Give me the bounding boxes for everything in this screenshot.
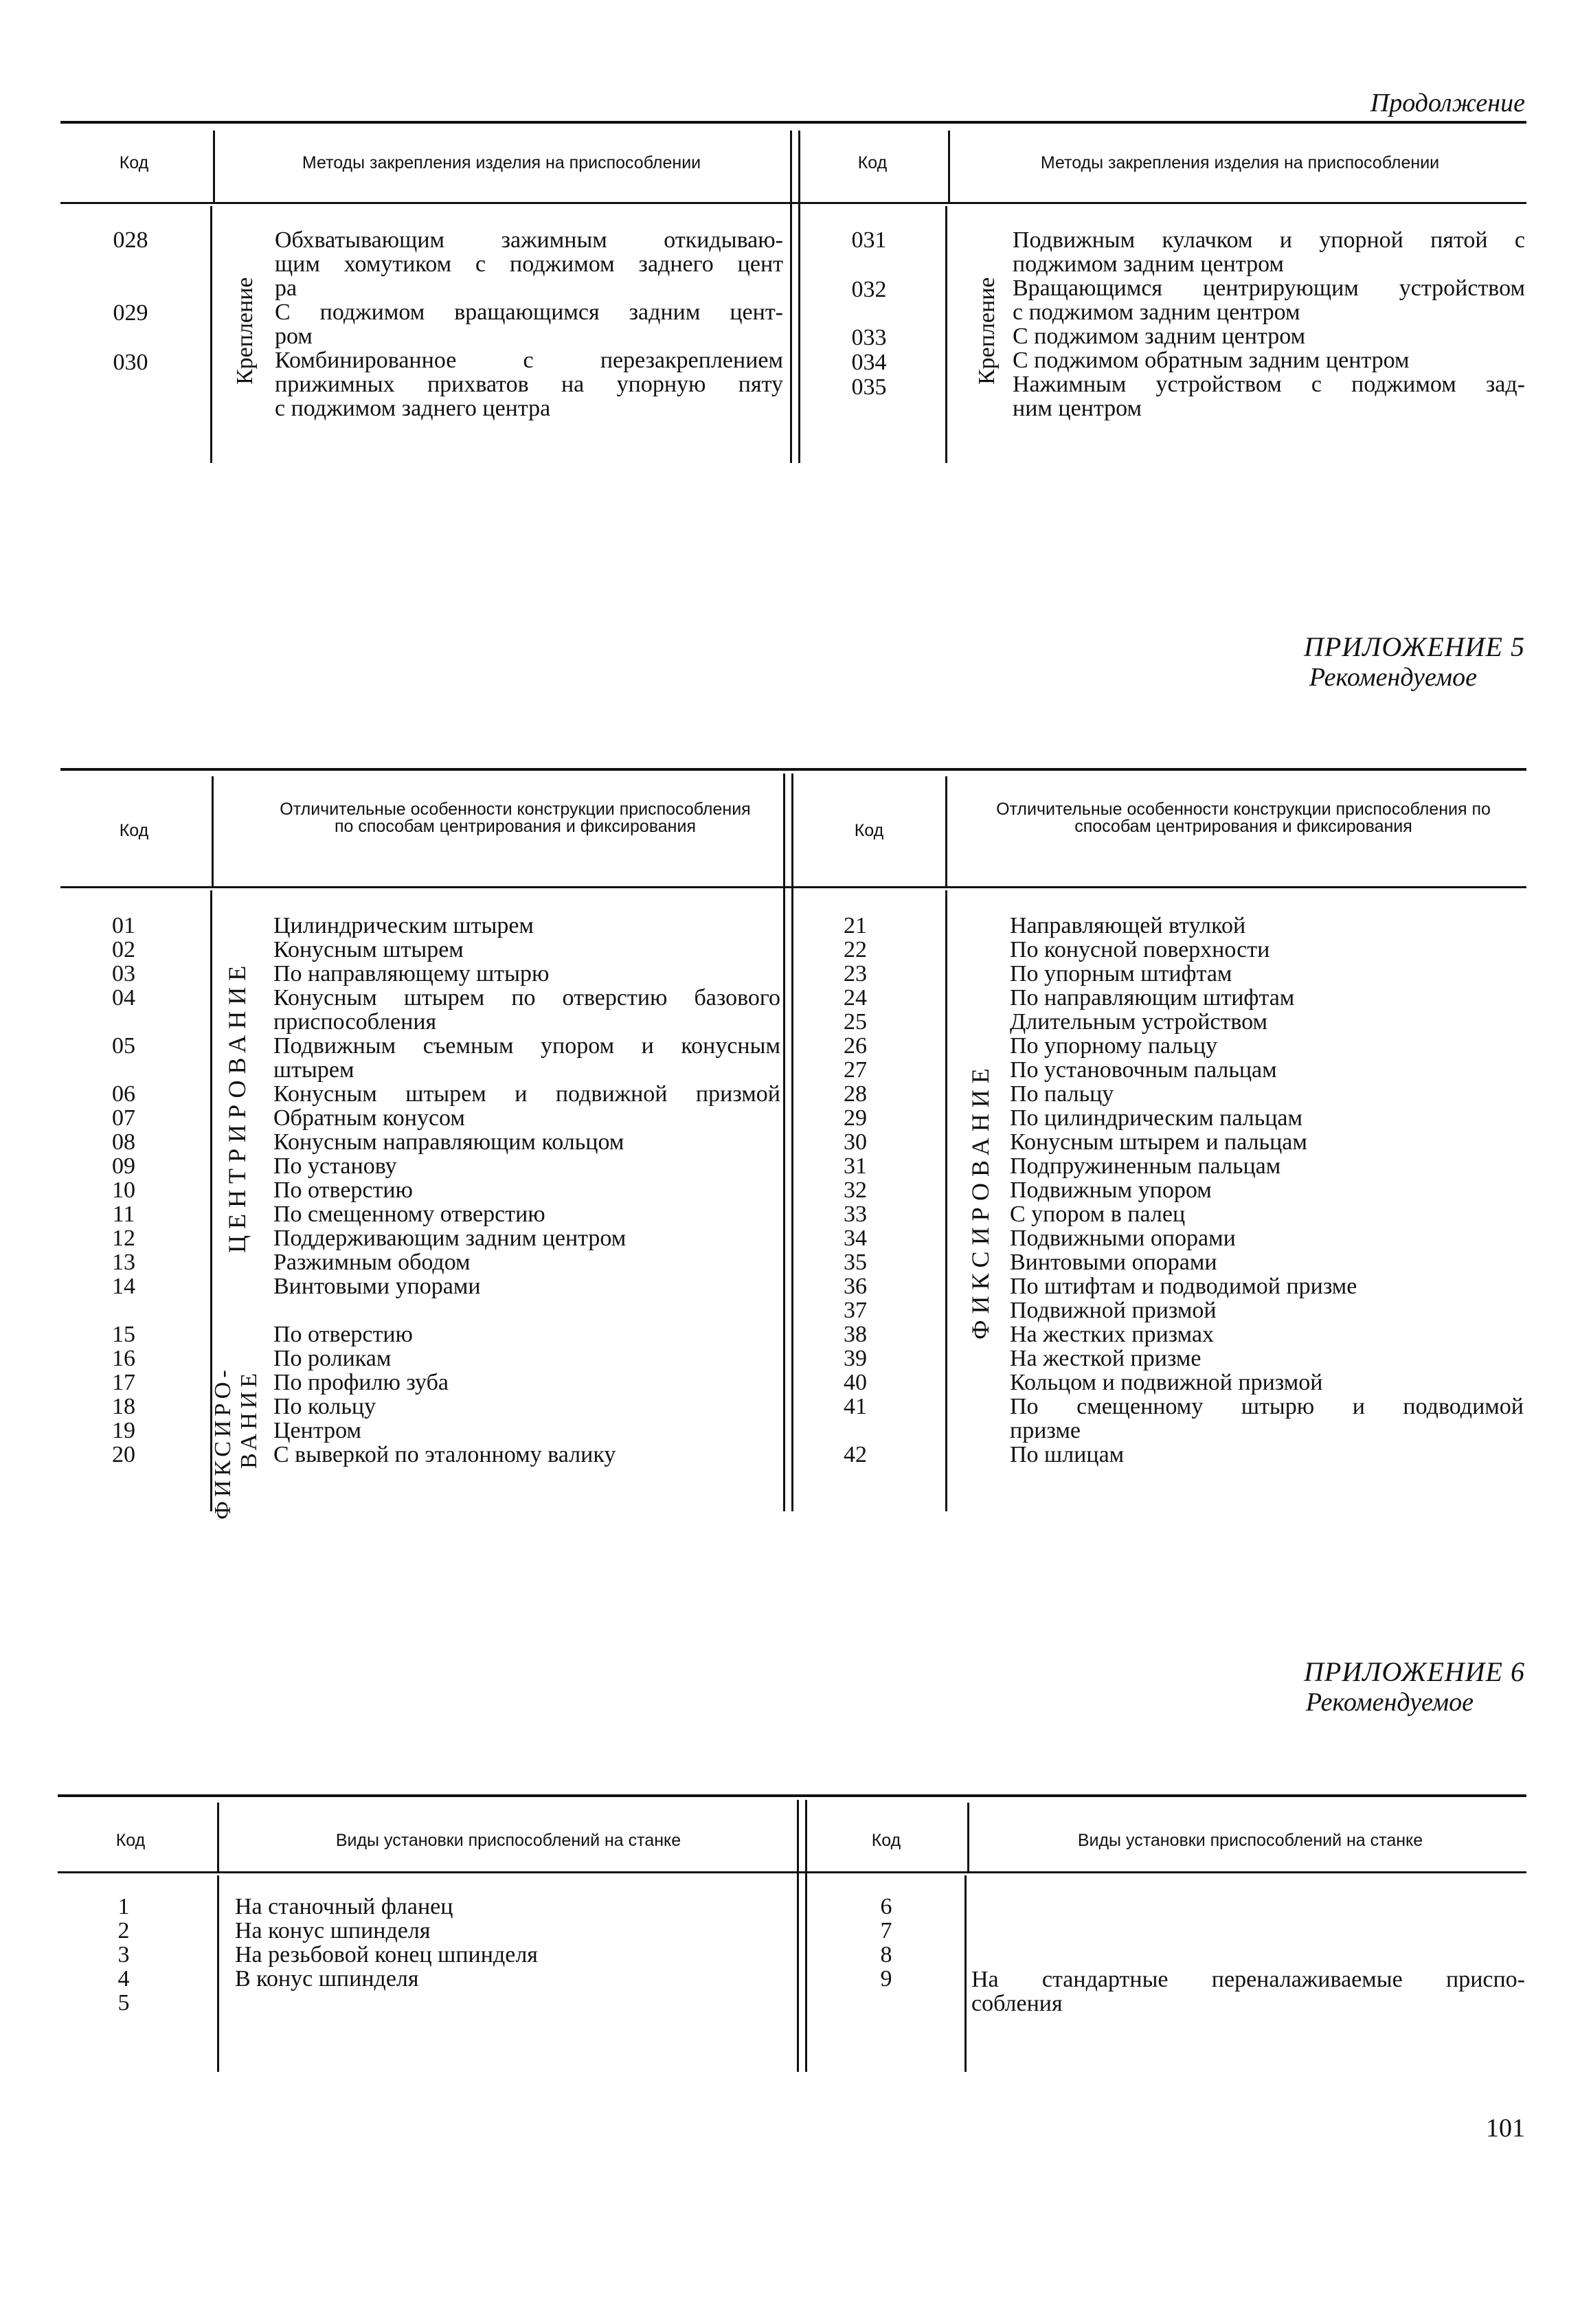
code-cell: 9	[880, 1966, 892, 1992]
code-cell: 2	[117, 1918, 130, 1943]
feature-line: Центром	[273, 1418, 361, 1443]
feature-line: Конусным штырем и пальцам	[1010, 1129, 1307, 1155]
col-header-code: Код	[115, 1831, 146, 1850]
type-line: В конус шпинделя	[235, 1966, 419, 1992]
method-line: поджимом задним центром	[1013, 251, 1284, 277]
method-line: Подвижным кулачком и упорной пятой с	[1013, 227, 1525, 253]
code-cell: 04	[112, 985, 135, 1011]
code-cell: 7	[880, 1918, 892, 1943]
code-cell: 35	[844, 1250, 867, 1275]
code-cell: 20	[112, 1442, 135, 1467]
feature-line: По цилиндрическим пальцам	[1010, 1105, 1303, 1131]
feature-line: По пальцу	[1010, 1081, 1114, 1107]
code-cell: 34	[844, 1226, 867, 1251]
code-cell: 42	[844, 1442, 867, 1467]
code-cell: 029	[113, 300, 148, 326]
page-number: 101	[1486, 2114, 1525, 2143]
code-cell: 030	[113, 350, 148, 375]
col-header-code: Код	[854, 821, 884, 840]
method-line: Обхватывающим зажимным откидываю-	[275, 227, 783, 253]
code-cell: 12	[112, 1226, 135, 1251]
feature-line: По отверстию	[273, 1177, 413, 1203]
code-cell: 28	[844, 1081, 867, 1107]
feature-line: штырем	[273, 1057, 354, 1083]
type-line: На стандартные переналаживаемые приспо-	[971, 1967, 1525, 1992]
group-label-fixing: ФИКСИРОВАНИЕ	[967, 1062, 994, 1340]
code-cell: 22	[844, 937, 867, 962]
col-header-features: Отличительные особенности конструкции приспособления по способам центрирования и фиксирования	[280, 800, 751, 836]
feature-line: По штифтам и подводимой призме	[1010, 1274, 1357, 1299]
code-cell: 08	[112, 1129, 135, 1155]
code-cell: 033	[851, 325, 887, 350]
code-cell: 1	[117, 1894, 130, 1919]
col-header-code: Код	[119, 153, 149, 172]
code-cell: 27	[844, 1057, 867, 1083]
feature-line: Подвижной призмой	[1010, 1298, 1217, 1323]
code-cell: 13	[112, 1250, 135, 1275]
feature-line: приспособления	[273, 1009, 437, 1035]
code-cell: 26	[844, 1033, 867, 1059]
code-cell: 3	[117, 1942, 130, 1967]
code-cell: 05	[112, 1033, 135, 1059]
method-line: ра	[275, 275, 297, 301]
group-label-fastening: Крепление	[974, 277, 1000, 385]
col-header-types: Виды установки приспособлений на станке	[1077, 1831, 1423, 1850]
feature-line: По конусной поверхности	[1010, 937, 1270, 962]
method-line: щим хомутиком с поджимом заднего цент	[275, 251, 783, 277]
method-line: ром	[275, 324, 313, 349]
feature-line: С выверкой по эталонному валику	[273, 1442, 616, 1467]
col-header-code: Код	[857, 153, 888, 172]
feature-line: Цилиндрическим штырем	[273, 913, 534, 938]
feature-line: Направляющей втулкой	[1010, 913, 1246, 938]
col-header-method: Методы закрепления изделия на приспособлении	[1040, 153, 1440, 172]
feature-list	[1010, 914, 1524, 1467]
appendix-6-title: ПРИЛОЖЕНИЕ 6	[1304, 1656, 1525, 1687]
code-cell: 38	[844, 1322, 867, 1347]
feature-line: Конусным штырем по отверстию базового	[273, 985, 780, 1011]
code-column	[845, 1895, 927, 1991]
feature-line: Подпружиненным пальцам	[1010, 1153, 1281, 1179]
type-line: собления	[971, 1991, 1063, 2016]
feature-line: С упором в палец	[1010, 1202, 1186, 1227]
feature-line: По установочным пальцам	[1010, 1057, 1277, 1083]
method-line: С поджимом вращающимся задним цент-	[275, 300, 783, 325]
code-cell: 4	[117, 1966, 130, 1992]
code-cell: 33	[844, 1202, 867, 1227]
feature-line: Винтовыми опорами	[1010, 1250, 1217, 1275]
code-cell: 6	[880, 1894, 892, 1919]
code-cell: 40	[844, 1370, 867, 1395]
group-label-fixing: ФИКСИРО-	[210, 1366, 236, 1520]
feature-line: Винтовыми упорами	[273, 1274, 481, 1299]
code-cell	[82, 1298, 165, 1322]
feature-line: Поддерживающим задним центром	[273, 1226, 627, 1251]
appendix-6-subtitle: Рекомендуемое	[1305, 1688, 1474, 1717]
code-column	[811, 914, 900, 1467]
code-cell: 23	[844, 961, 867, 986]
code-cell: 03	[112, 961, 135, 986]
method-line: Комбинированное с перезакреплением	[275, 348, 783, 373]
feature-line: Кольцом и подвижной призмой	[1010, 1370, 1323, 1395]
feature-line: призме	[1010, 1418, 1081, 1443]
feature-line: Обратным конусом	[273, 1105, 465, 1131]
code-cell: 36	[844, 1274, 867, 1299]
code-cell: 034	[851, 350, 887, 375]
feature-line: По кольцу	[273, 1394, 376, 1419]
code-cell: 17	[112, 1370, 135, 1395]
method-line: с поджимом задним центром	[1013, 300, 1300, 325]
col-header-types: Виды установки приспособлений на станке	[335, 1831, 681, 1850]
type-list	[971, 1967, 1525, 2016]
feature-line: Подвижным упором	[1010, 1177, 1212, 1203]
feature-line: На жесткой призме	[1010, 1346, 1201, 1371]
code-cell: 18	[112, 1394, 135, 1419]
group-label-fastening: Крепление	[232, 277, 258, 385]
feature-line: По установу	[273, 1153, 397, 1179]
feature-line: Разжимным ободом	[273, 1250, 471, 1275]
code-cell: 32	[844, 1177, 867, 1203]
method-line: Вращающимся центрирующим устройством	[1013, 275, 1525, 301]
code-column	[82, 914, 165, 1467]
code-cell: 15	[112, 1322, 135, 1347]
type-list	[235, 1895, 785, 1991]
code-cell: 21	[844, 913, 867, 938]
method-line: С поджимом задним центром	[1013, 324, 1306, 349]
feature-line: Конусным направляющим кольцом	[273, 1129, 624, 1155]
group-label-fixing: ВАНИЕ	[236, 1369, 262, 1469]
feature-line: Конусным штырем	[273, 937, 464, 962]
method-line: Нажимным устройством с поджимом зад-	[1013, 372, 1525, 397]
feature-line: По направляющему штырю	[273, 961, 550, 986]
appendix-5-subtitle: Рекомендуемое	[1309, 663, 1477, 692]
method-line: прижимных прихватов на упорную пяту	[275, 372, 783, 397]
code-cell: 41	[844, 1394, 867, 1419]
code-cell: 11	[112, 1202, 135, 1227]
method-list	[1013, 228, 1525, 420]
feature-line: Подвижными опорами	[1010, 1226, 1236, 1251]
feature-line: По направляющим штифтам	[1010, 985, 1295, 1011]
feature-line: На жестких призмах	[1010, 1322, 1215, 1347]
feature-line: По упорным штифтам	[1010, 961, 1232, 986]
code-cell: 032	[851, 277, 887, 302]
code-column	[82, 1895, 165, 2015]
feature-line: По смещенному отверстию	[273, 1202, 545, 1227]
col-header-method: Методы закрепления изделия на приспособлении	[302, 153, 701, 172]
code-cell	[82, 1058, 165, 1082]
feature-line: По роликам	[273, 1346, 392, 1371]
col-header-code: Код	[119, 821, 149, 840]
code-cell: 8	[880, 1942, 892, 1967]
feature-line	[273, 1298, 780, 1322]
code-cell	[82, 1010, 165, 1034]
feature-line: По профилю зуба	[273, 1370, 449, 1395]
type-line: На станочный фланец	[235, 1894, 453, 1919]
method-line: с поджимом заднего центра	[275, 396, 551, 421]
code-cell: 24	[844, 985, 867, 1011]
feature-line: По шлицам	[1010, 1442, 1125, 1467]
method-list	[275, 228, 783, 420]
code-cell: 25	[844, 1009, 867, 1035]
col-header-code: Код	[871, 1831, 901, 1850]
feature-line: Конусным штырем и подвижной призмой	[273, 1081, 780, 1107]
group-label-centering: ЦЕНТРИРОВАНИЕ	[223, 959, 251, 1253]
feature-line: Подвижным съемным упором и конусным	[273, 1033, 780, 1059]
appendix-5-title: ПРИЛОЖЕНИЕ 5	[1304, 631, 1525, 662]
code-cell: 37	[844, 1298, 867, 1323]
code-cell: 028	[113, 227, 148, 253]
code-cell	[811, 1419, 900, 1443]
code-cell: 09	[112, 1153, 135, 1179]
code-cell: 035	[851, 374, 887, 400]
code-cell: 10	[112, 1177, 135, 1203]
code-cell: 16	[112, 1346, 135, 1371]
code-cell: 5	[117, 1990, 130, 2016]
code-cell: 30	[844, 1129, 867, 1155]
feature-line: По отверстию	[273, 1322, 413, 1347]
code-cell: 31	[844, 1153, 867, 1179]
feature-line: По смещенному штырю и подводимой	[1010, 1394, 1524, 1419]
code-cell: 39	[844, 1346, 867, 1371]
code-cell: 031	[851, 227, 887, 253]
type-line: На резьбовой конец шпинделя	[235, 1942, 538, 1967]
continuation-label: Продолжение	[1370, 89, 1525, 117]
feature-list	[273, 914, 780, 1467]
code-cell: 01	[112, 913, 135, 938]
method-line: С поджимом обратным задним центром	[1013, 348, 1410, 373]
method-line: ним центром	[1013, 396, 1142, 421]
feature-line: Длительным устройством	[1010, 1009, 1268, 1035]
code-cell: 14	[112, 1274, 135, 1299]
code-cell: 07	[112, 1105, 135, 1131]
code-cell: 19	[112, 1418, 135, 1443]
code-cell: 02	[112, 937, 135, 962]
feature-line: По упорному пальцу	[1010, 1033, 1218, 1059]
code-cell: 29	[844, 1105, 867, 1131]
type-line: На конус шпинделя	[235, 1918, 431, 1943]
col-header-features: Отличительные особенности конструкции приспособления по способам центрирования и фиксирования	[996, 800, 1491, 836]
code-cell: 06	[112, 1081, 135, 1107]
